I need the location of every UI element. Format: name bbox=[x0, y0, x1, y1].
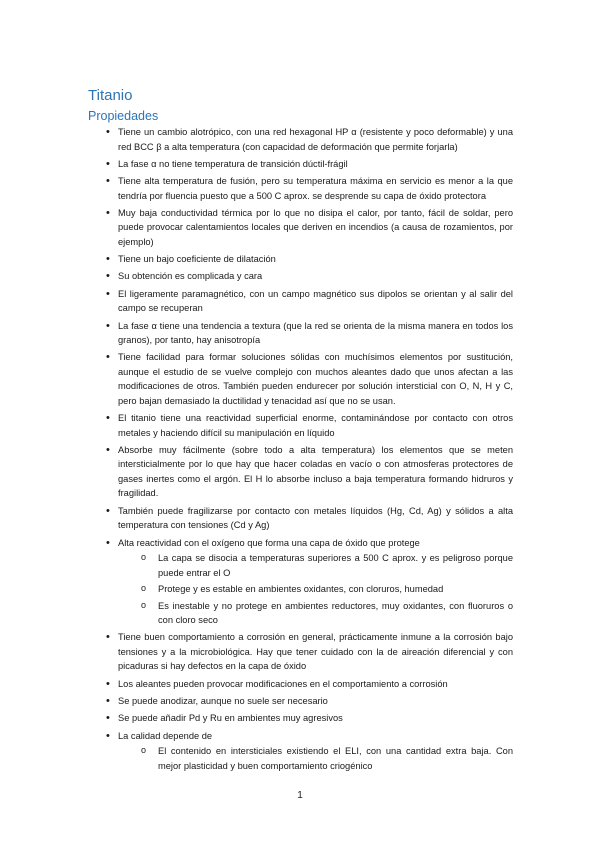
list-item-text: Su obtención es complicada y cara bbox=[118, 271, 263, 282]
list-item bbox=[88, 536, 513, 628]
list-item-text: Se puede añadir Pd y Ru en ambientes muy agresivos bbox=[118, 713, 343, 724]
list-item-text: Los aleantes pueden provocar modificaciones en el comportamiento a corrosión bbox=[118, 678, 448, 689]
list-item-text: El ligeramente paramagnético, con un campo magnético sus dipolos se orientan y al salir del campo se recuperan bbox=[118, 288, 513, 314]
list-item bbox=[88, 504, 513, 533]
list-item-text: También puede fragilizarse por contacto con metales líquidos (Hg, Cd, Ag) y sólidos a alta temperatura con tensiones (Cd y Ag) bbox=[118, 505, 513, 531]
list-item bbox=[88, 287, 513, 316]
list-item bbox=[88, 729, 513, 774]
list-item bbox=[88, 174, 513, 203]
list-item bbox=[88, 350, 513, 408]
bullet-list bbox=[88, 125, 513, 773]
sub-list bbox=[118, 551, 513, 628]
list-item bbox=[88, 411, 513, 440]
sub-list bbox=[118, 744, 513, 773]
page-number: 1 bbox=[297, 790, 303, 801]
list-item-text: Muy baja conductividad térmica por lo que no disipa el calor, por tanto, fácil de soldar, pero puede provocar calentamientos locales que deriven en incendios (a causa de rozamientos, por ejemplo) bbox=[118, 207, 513, 247]
list-item-text: La fase α tiene una tendencia a textura (que la red se orienta de la misma manera en todos los granos), por tanto, hay anisotropía bbox=[118, 320, 513, 346]
document-title: Titanio bbox=[88, 87, 133, 104]
list-item bbox=[88, 630, 513, 674]
list-item-text: Tiene un cambio alotrópico, con una red hexagonal HP α (resistente y poco deformable) y una red BCC β a alta temperatura (con capacidad de deformación que permite forjarla) bbox=[118, 127, 513, 152]
sub-list-item: o Es inestable y no protege en ambientes reductores, muy oxidantes, con fluoruros o con cloro seco bbox=[118, 599, 513, 628]
list-item-text: Absorbe muy fácilmente (sobre todo a alta temperatura) los elementos que se meten intersticialmente por lo que hay que hacer coladas en vacío o con atmosferas protectores de gases inertes como el argón. El H lo absorbe incluso a baja temperatura formando hidruros y fragilidad. bbox=[118, 444, 513, 499]
list-item bbox=[88, 269, 513, 284]
list-item bbox=[88, 206, 513, 250]
list-item bbox=[88, 694, 513, 709]
list-item-text: La calidad depende de bbox=[118, 730, 213, 741]
list-item-text: Tiene alta temperatura de fusión, pero su temperatura máxima en servicio es menor a la que tendría por fluencia puesto que a 500 C aprox. se desprende su capa de óxido protectora bbox=[118, 176, 513, 201]
sub-list-item: o El contenido en intersticiales existiendo el ELI, con una cantidad extra baja. Con mejor plasticidad y buen comportamiento criogénico bbox=[118, 744, 513, 773]
list-item-text: El titanio tiene una reactividad superficial enorme, contaminándose por contacto con otros metales y haciendo difícil su manipulación en líquido bbox=[118, 413, 513, 438]
list-item-text: La fase α no tiene temperatura de transición dúctil-frágil bbox=[118, 158, 348, 169]
sub-list-item: o La capa se disocia a temperaturas superiores a 500 C aprox. y es peligroso porque puede entrar el O bbox=[118, 551, 513, 580]
list-item bbox=[88, 252, 513, 267]
section-heading: Propiedades bbox=[88, 109, 159, 123]
list-item bbox=[88, 157, 513, 172]
list-item-text: Tiene facilidad para formar soluciones sólidas con muchísimos elementos por sustitución, aunque el estudio de se vuelve complejo con muchos aleantes dado que unos afectan a las modificaciones de otros. También pueden endurecer por solución intersticial con O, N, H y C, pero bajan demasiado la ductilidad y tenacidad así que no se usan. bbox=[118, 352, 513, 406]
list-item bbox=[88, 125, 513, 154]
list-item bbox=[88, 319, 513, 348]
sub-list-item: o Protege y es estable en ambientes oxidantes, con cloruros, humedad bbox=[118, 582, 513, 597]
list-item-text: Se puede anodizar, aunque no suele ser necesario bbox=[118, 695, 328, 706]
list-item-text: Alta reactividad con el oxígeno que forma una capa de óxido que protege bbox=[118, 537, 420, 548]
list-item bbox=[88, 711, 513, 726]
list-item-text: Tiene buen comportamiento a corrosión en general, prácticamente inmune a la corrosión bajo tensiones y a la microbiológica. Hay que tener cuidado con la de aireación diferencial y con picaduras si hay defectos en la capa de óxido bbox=[118, 632, 513, 672]
list-item bbox=[88, 443, 513, 501]
list-item-text: Tiene un bajo coeficiente de dilatación bbox=[118, 254, 276, 265]
list-item bbox=[88, 677, 513, 692]
document-body bbox=[88, 125, 513, 776]
